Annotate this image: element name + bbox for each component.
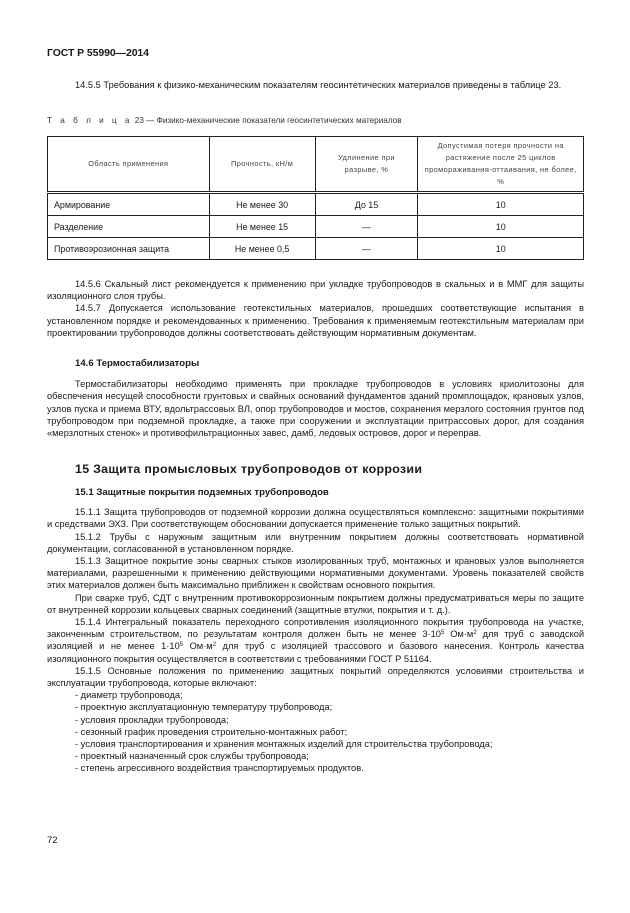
paragraph-welding: При сварке труб, СДТ с внутренним противокоррозионным покрытием должны предусматриваться меры по защите от внутренней коррозии кольцевых сварных соединений (защитные втулки, покрытия и т. д.).: [47, 592, 584, 615]
paragraph-15-1-2: 15.1.2 Трубы с наружным защитным или внутренним покрытием должны соответствовать нормативной документации, согласованной в установленном порядке.: [47, 531, 584, 554]
section-text: Термостабилизаторы необходимо применять при прокладке трубопроводов в условиях криолитозоны для обеспечения несущей способности грунтовых и свайных оснований фундаментов зданий промплощадок, крановых узлов, узлов пуска и приема ВТУ, вдольтрассовых ВЛ, опор трубопроводов и мостов, сохранения мерзлого состояния грунтов под трубопроводом при подземной прокладке, а также при сооружении и эксплуатации притрассовых дорог, для создания «мерзлотных стенок» и противофильтрационных завес, дамб, ледовых островов, дорог и переправ.: [47, 379, 584, 439]
section-heading: 14.6 Термостабилизаторы: [75, 358, 200, 369]
paragraph-15-1-4: 15.1.4 Интегральный показатель переходного сопротивления изоляционного покрытия трубопровода на участке, законченным строительством, по результатам контроля должен быть не менее $3\cdot 10^5$ $Ом\cdot м^2$ для труб с заводской изоляцией и не менее $1\cdot 10^5$ $Ом\cdot м^2$ для труб с изоляцией трассового и базового нанесения. Контроль качества изоляционного покрытия осуществляется в соответствии с требованиями ГОСТ Р 51164.: [47, 617, 585, 664]
paragraph-15-1-3: 15.1.3 Защитное покрытие зоны сварных стыков изолированных труб, монтажных и крановых узлов выполняется материалами, разрешенными к применению действующими нормативными документами. Уровень показателей свойств этих материалов должен быть максимально приближен к свойствам основного покрытия.: [47, 556, 584, 591]
section-14-6: [47, 358, 584, 439]
paragraphs-14-5-6-7: [47, 278, 584, 339]
page-number: 72: [47, 835, 58, 846]
list-item: - проектный назначенный срок службы трубопровода;: [75, 751, 309, 762]
table-caption: Т а б л и ц а 23 — Физико-механические показатели геосинтетических материалов: [47, 116, 402, 125]
paragraph-14-5-5: 14.5.5 Требования к физико-механическим показателям геосинтетических материалов приведены в таблице 23.: [75, 80, 562, 90]
list-item: - условия прокладки трубопровода;: [75, 714, 229, 725]
list-item: - степень агрессивного воздействия транспортируемых продуктов.: [75, 763, 364, 774]
paragraph-15-1-1: 15.1.1 Защита трубопроводов от подземной коррозии должна осуществляться комплексно: защитными покрытиями и средствами ЭХЗ. При соответствующем обосновании допускается применение только защитных покрытий.: [47, 507, 584, 530]
paragraph-14-5-7: 14.5.7 Допускается использование геотекстильных материалов, прошедших соответствующие испытания в установленном порядке и рекомендованных к применению. Требования к применяемым геотекстильным материалам при проектировании трубопроводов должны соответствовать действующим нормативным документам.: [47, 303, 584, 338]
table-row: Армирование Не менее 30 До 15 10: [48, 193, 584, 216]
table-header-row: [48, 137, 584, 193]
col-header: Область применения: [48, 137, 210, 193]
paragraph-15-1-5: 15.1.5 Основные положения по применению защитных покрытий определяются условиями строительства и эксплуатации трубопровода, которые включают:: [47, 665, 584, 689]
table-row: Противоэрозионная защита Не менее 0,5 — 10: [48, 238, 584, 260]
col-header: Удлинение при разрыве, %: [315, 137, 418, 193]
table-23: [47, 136, 584, 260]
list-item: - сезонный график проведения строительно-монтажных работ;: [75, 726, 348, 737]
chapter-heading: 15 Защита промысловых трубопроводов от коррозии: [75, 462, 423, 476]
document-header: ГОСТ Р 55990—2014: [47, 47, 149, 59]
col-header: Допустимая потеря прочности на растяжение после 25 циклов промораживания-оттаивания, не более, %: [418, 137, 584, 193]
paragraph-14-5-6: 14.5.6 Скальный лист рекомендуется к применению при укладке трубопроводов в скальных и в ММГ для защиты изоляционного слоя трубы.: [47, 279, 584, 302]
col-header: Прочность, кН/м: [209, 137, 315, 193]
list-item: - условия транспортирования и хранения монтажных изделий для строительства трубопровода;: [75, 739, 493, 750]
list-item: - диаметр трубопровода;: [75, 690, 183, 701]
table-row: Разделение Не менее 15 — 10: [48, 216, 584, 238]
section-heading: 15.1 Защитные покрытия подземных трубопроводов: [75, 487, 329, 498]
section-15: [47, 462, 584, 775]
list-item: - проектную эксплуатационную температуру трубопровода;: [75, 702, 333, 713]
